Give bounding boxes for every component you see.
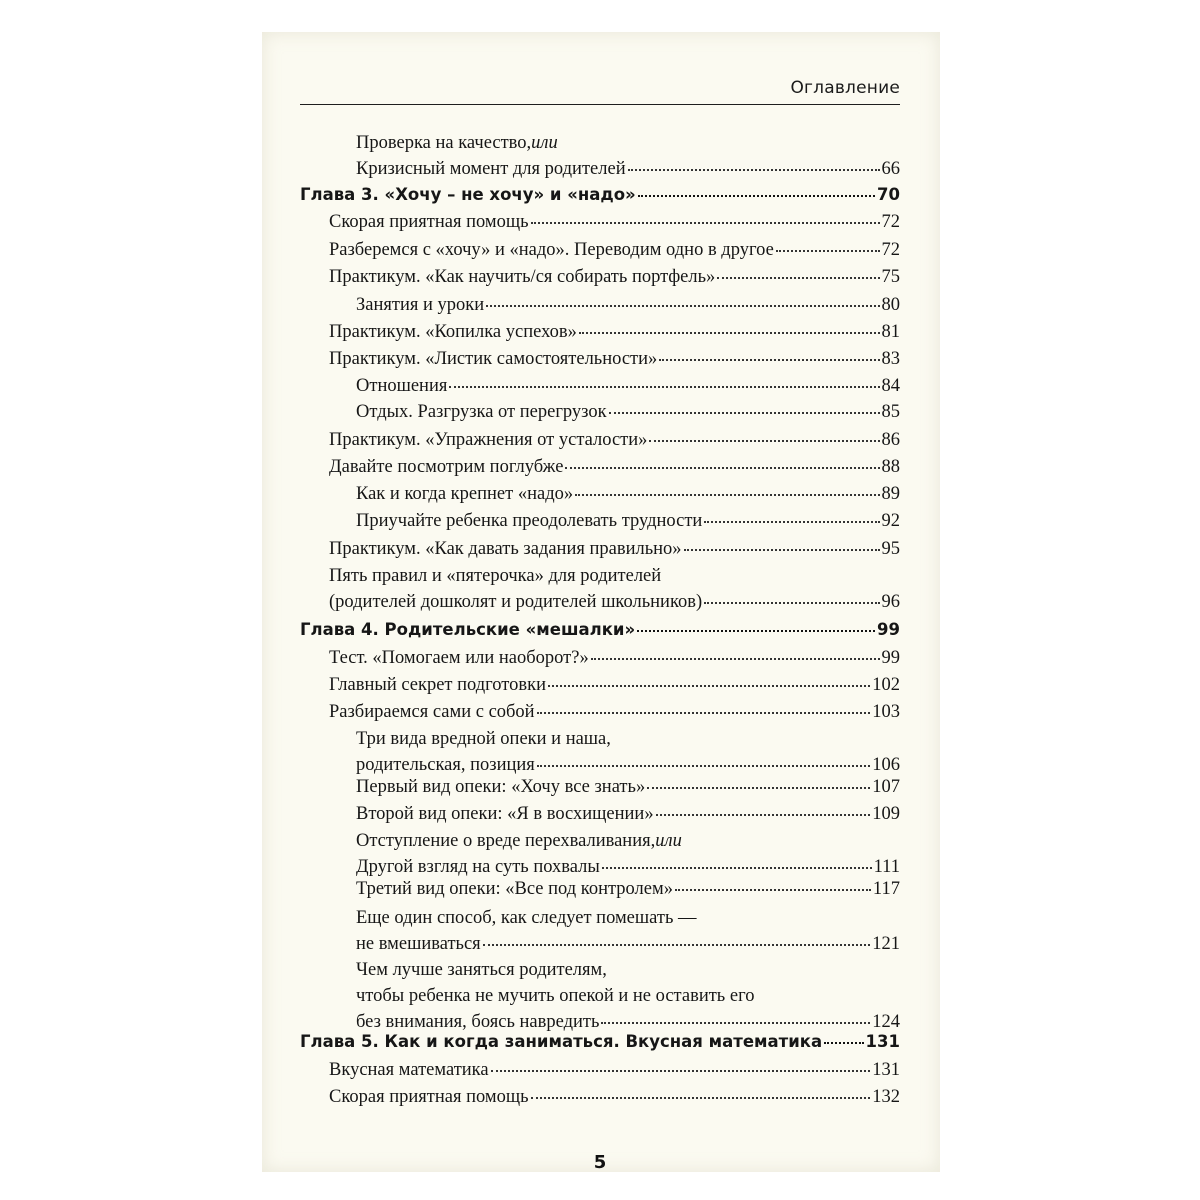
toc-entry-italic: или xyxy=(531,133,558,153)
toc-page-number: 111 xyxy=(873,857,900,877)
toc-entry xyxy=(329,237,900,263)
toc-entry-title: Практикум. «Листик самостоятельности» xyxy=(329,349,658,369)
toc-chapter-entry xyxy=(300,1029,900,1055)
toc-entry-title: Главный секрет подготовки xyxy=(329,675,547,695)
toc-entry xyxy=(356,399,900,425)
dot-leader xyxy=(579,332,880,334)
toc-entry-title: Проверка на качество, xyxy=(356,133,532,153)
toc-entry-italic: или xyxy=(655,831,682,851)
dot-leader xyxy=(548,685,870,687)
dot-leader xyxy=(656,814,871,816)
toc-entry-title: Глава 5. Как и когда заниматься. Вкусная математика xyxy=(300,1032,823,1051)
toc-page-number: 103 xyxy=(872,702,900,722)
toc-entry xyxy=(329,209,900,235)
toc-page-number: 72 xyxy=(881,212,900,232)
dot-leader xyxy=(537,712,871,714)
toc-page-number: 109 xyxy=(872,804,900,824)
toc-chapter-entry xyxy=(300,182,900,208)
toc-entry xyxy=(356,130,900,179)
toc-entry xyxy=(329,1057,900,1083)
toc-entry xyxy=(329,1084,900,1110)
toc-entry xyxy=(329,536,900,562)
toc-entry xyxy=(329,645,900,671)
dot-leader xyxy=(649,440,879,442)
toc-entry xyxy=(329,264,900,290)
toc-page-number: 121 xyxy=(872,934,900,954)
toc-entry xyxy=(356,801,900,827)
toc-entry-title: не вмешиваться xyxy=(356,934,481,954)
toc-page-number: 117 xyxy=(872,879,900,899)
toc-entry-title: Практикум. «Как научить/ся собирать портфель» xyxy=(329,267,716,287)
dot-leader xyxy=(684,549,880,551)
dot-leader xyxy=(704,602,879,604)
toc-entry-title: родительская, позиция xyxy=(356,755,535,775)
toc-entry xyxy=(356,481,900,507)
toc-entry xyxy=(356,828,900,877)
toc-entry-title: Отступление о вреде перехваливания, xyxy=(356,831,656,851)
toc-page-number: 81 xyxy=(881,322,900,342)
dot-leader xyxy=(483,944,871,946)
toc-entry xyxy=(329,454,900,480)
toc-entry-title: Еще один способ, как следует помешать — xyxy=(356,908,697,928)
toc-entry-title: чтобы ребенка не мучить опекой и не оставить его xyxy=(356,986,755,1006)
toc-entry-title: Занятия и уроки xyxy=(356,295,485,315)
toc-entry-title: Практикум. «Упражнения от усталости» xyxy=(329,430,648,450)
toc-page-number: 92 xyxy=(881,511,900,531)
toc-chapter-entry xyxy=(300,617,900,643)
dot-leader xyxy=(575,494,879,496)
dot-leader xyxy=(717,277,879,279)
toc-entry xyxy=(356,726,900,775)
toc-entry-title: Второй вид опеки: «Я в восхищении» xyxy=(356,804,654,824)
dot-leader xyxy=(486,305,879,307)
toc-entry xyxy=(329,672,900,698)
dot-leader xyxy=(824,1042,863,1044)
dot-leader xyxy=(776,250,880,252)
toc-entry-title: Как и когда крепнет «надо» xyxy=(356,484,574,504)
toc-entry xyxy=(329,699,900,725)
toc-entry xyxy=(329,319,900,345)
dot-leader xyxy=(602,867,872,869)
toc-page-number: 107 xyxy=(872,777,900,797)
dot-leader xyxy=(609,412,880,414)
toc-page-number: 66 xyxy=(881,159,900,179)
dot-leader xyxy=(659,359,879,361)
toc-entry-title: без внимания, боясь навредить xyxy=(356,1012,600,1032)
toc-entry-title: Приучайте ребенка преодолевать трудности xyxy=(356,511,703,531)
toc-entry-title: Первый вид опеки: «Хочу все знать» xyxy=(356,777,646,797)
toc-page-number: 85 xyxy=(881,402,900,422)
dot-leader xyxy=(537,765,870,767)
toc-entry-title: Отдых. Разгрузка от перегрузок xyxy=(356,402,607,422)
toc-entry-title: Кризисный момент для родителей xyxy=(356,159,626,179)
toc-page-number: 95 xyxy=(881,539,900,559)
toc-entry-title: Глава 4. Родительские «мешалки» xyxy=(300,620,636,639)
toc-page-number: 106 xyxy=(872,755,900,775)
dot-leader xyxy=(647,787,870,789)
toc-entry xyxy=(329,427,900,453)
toc-page-number: 96 xyxy=(881,592,900,612)
toc-entry-title: Третий вид опеки: «Все под контролем» xyxy=(356,879,673,899)
toc-entry xyxy=(356,292,900,318)
dot-leader xyxy=(638,195,875,197)
toc-page-number: 89 xyxy=(881,484,900,504)
dot-leader xyxy=(628,169,880,171)
toc-entry xyxy=(356,508,900,534)
toc-entry-title: Практикум. «Как давать задания правильно» xyxy=(329,539,682,559)
toc-page-number: 131 xyxy=(865,1032,900,1051)
dot-leader xyxy=(491,1070,871,1072)
toc-page-number: 131 xyxy=(872,1060,900,1080)
toc-entry xyxy=(329,563,900,612)
dot-leader xyxy=(704,521,879,523)
toc-entry xyxy=(356,373,900,399)
toc-entry xyxy=(329,346,900,372)
toc-entry-title: Давайте посмотрим поглубже xyxy=(329,457,564,477)
toc-entry xyxy=(356,905,900,954)
header-rule xyxy=(300,104,900,105)
toc-page-number: 70 xyxy=(877,185,900,204)
dot-leader xyxy=(565,467,879,469)
toc-entry-title: (родителей дошколят и родителей школьников) xyxy=(329,592,703,612)
running-head: Оглавление xyxy=(790,78,900,98)
toc-page-number: 72 xyxy=(881,240,900,260)
dot-leader xyxy=(591,658,880,660)
dot-leader xyxy=(531,1097,871,1099)
toc-entry xyxy=(356,774,900,800)
toc-entry-title: Чем лучше заняться родителям, xyxy=(356,960,607,980)
toc-page-number: 86 xyxy=(881,430,900,450)
toc-entry-title: Отношения xyxy=(356,376,448,396)
page-number: 5 xyxy=(593,1152,607,1173)
toc-entry-title: Практикум. «Копилка успехов» xyxy=(329,322,577,342)
toc-entry-title: Разбираемся сами с собой xyxy=(329,702,535,722)
toc-page-number: 102 xyxy=(872,675,900,695)
toc-entry-title: Разберемся с «хочу» и «надо». Переводим одно в другое xyxy=(329,240,774,260)
toc-page-number: 132 xyxy=(872,1087,900,1107)
toc-page-number: 84 xyxy=(881,376,900,396)
toc-page-number: 88 xyxy=(881,457,900,477)
toc-page-number: 83 xyxy=(881,349,900,369)
toc-page-number: 75 xyxy=(881,267,900,287)
dot-leader xyxy=(637,630,875,632)
toc-page-number: 124 xyxy=(872,1012,900,1032)
toc-page-number: 99 xyxy=(877,620,900,639)
toc-entry-title: Три вида вредной опеки и наша, xyxy=(356,729,611,749)
toc-entry-title: Скорая приятная помощь xyxy=(329,1087,529,1107)
toc-entry-title: Другой взгляд на суть похвалы xyxy=(356,857,600,877)
toc-page-number: 80 xyxy=(881,295,900,315)
toc-entry-title: Тест. «Помогаем или наоборот?» xyxy=(329,648,589,668)
dot-leader xyxy=(531,222,880,224)
toc-entry-title: Скорая приятная помощь xyxy=(329,212,529,232)
toc-entry-title: Пять правил и «пятерочка» для родителей xyxy=(329,566,662,586)
toc-entry xyxy=(356,957,900,1032)
toc-entry-title: Вкусная математика xyxy=(329,1060,489,1080)
toc-page-number: 99 xyxy=(881,648,900,668)
dot-leader xyxy=(449,386,879,388)
dot-leader xyxy=(675,889,871,891)
toc-entry-title: Глава 3. «Хочу – не хочу» и «надо» xyxy=(300,185,636,204)
toc-entry xyxy=(356,876,900,902)
dot-leader xyxy=(601,1022,870,1024)
